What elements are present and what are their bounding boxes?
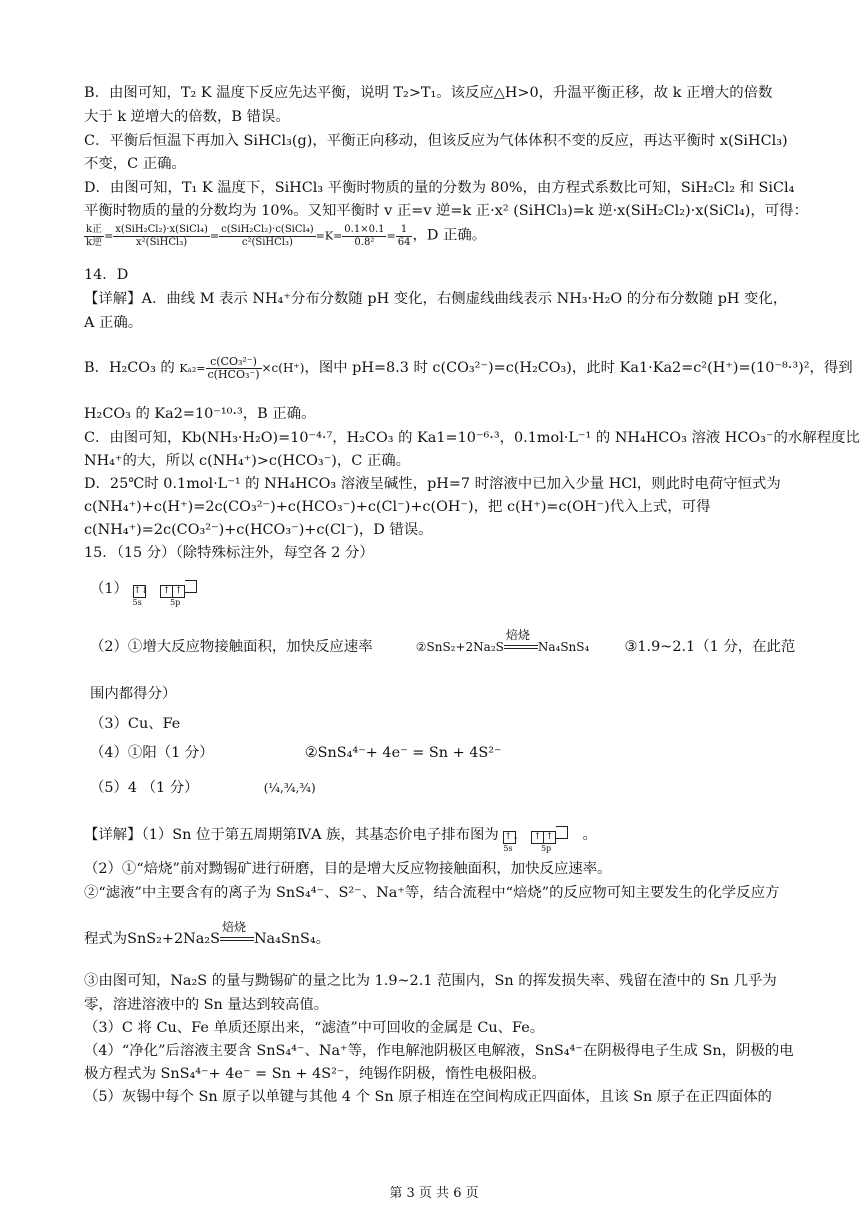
text-line: 平衡时物质的量的分数均为 10%。又知平衡时 v 正=v 逆=k 正·x² (SiHCl₃)=k 逆·x(SiH₂Cl₂)·x(SiCl₄)，可得： [84,203,808,219]
question-number: 15．（15 分）（除特殊标注外，每空各 2 分） [84,545,374,561]
text-line: c(NH₄⁺)+c(H⁺)=2c(CO₃²⁻)+c(HCO₃⁻)+c(Cl⁻)+c(OH⁻)，把 c(H⁺)=c(OH⁻)代入上式，可得 [84,499,711,515]
text-line: NH₄⁺的大，所以 c(NH₄⁺)>c(HCO₃⁻)，C 正确。 [84,453,411,469]
explanation-1: 【详解】（1）Sn 位于第五周期第ⅣA 族，其基态价电子排布图为 ↑↓ 5s ↑ ↑ 5p 。 [84,824,597,846]
text-line: c(NH₄⁺)=2c(CO₃²⁻)+c(HCO₃⁻)+c(Cl⁻)，D 错误。 [84,522,433,538]
orbital-diagram-inline: ↑↓ 5s [503,832,520,853]
roast-equals-sign: 焙烧 [220,937,254,941]
answer-5: （5）4 （1 分） (¼,¾,¾) [90,780,316,796]
text-line: ③由图可知，Na₂S 的量与黝锡矿的量之比为 1.9~2.1 范围内，Sn 的挥发损失率、残留在渣中的 Sn 几乎为 [84,973,777,989]
page-footer: 第 3 页 共 6 页 [389,1186,479,1201]
text-line: （5）灰锡中每个 Sn 原子以单键与其他 4 个 Sn 原子相连在空间构成正四面体，且该 Sn 原子在正四面体的 [84,1089,772,1105]
text-line: 不变，C 正确。 [84,156,186,172]
text-line: 【详解】A．曲线 M 表示 NH₄⁺分布分数随 pH 变化，右侧虚线曲线表示 NH₃·H₂O 的分布分数随 pH 变化， [84,291,788,307]
orbital-diagram-p: ↑ ↑ 5p [160,578,197,600]
orbital-diagram-inline-p: ↑ ↑ 5p [531,824,568,846]
orbital-diagram: ↑↓ 5s [132,586,149,607]
answer-1: （1） ↑↓ 5s ↑ ↑ 5p [90,578,197,600]
answer-3: （3）Cu、Fe [90,716,181,732]
text-line: A 正确。 [84,315,143,331]
text-line: C．由图可知，Kb(NH₃·H₂O)=10⁻⁴·⁷，H₂CO₃ 的 Ka1=10⁻⁶·³，0.1mol·L⁻¹ 的 NH₄HCO₃ 溶液 HCO₃⁻的水解程度比 [84,430,860,446]
text-line: 零，溶进溶液中的 Sn 量达到较高值。 [84,997,329,1013]
text-line: C．平衡后恒温下再加入 SiHCl₃(g)，平衡正向移动，但该反应为气体体积不变的反应，再达平衡时 x(SiHCl₃) [84,133,788,149]
text-line: （2）①“焙烧”前对黝锡矿进行研磨，目的是增大反应物接触面积，加快反应速率。 [84,861,612,877]
roast-equals-sign: 焙烧 [504,645,538,649]
text-line: D．由图可知，T₁ K 温度下，SiHCl₃ 平衡时物质的量的分数为 80%，由方程式系数比可知，SiH₂Cl₂ 和 SiCl₄ [84,180,795,196]
answer-2: （2）①增大反应物接触面积，加快反应速率 ②SnS₂+2Na₂S 焙烧 Na₄SnS₄ ③1.9~2.1（1 分，在此范 [90,628,796,655]
answer-4: （4）①阳（1 分） ②SnS₄⁴⁻+ 4e⁻ = Sn + 4S²⁻ [90,745,502,761]
text-line: ②“滤液”中主要含有的离子为 SnS₄⁴⁻、S²⁻、Na⁺等，结合流程中“焙烧”的反应物可知主要发生的化学反应方 [84,885,780,901]
rate-constant-formula: $\frac{\text{k正}}{\text{k逆}}$ = $\frac{\text{x(SiH₂Cl₂)·x(SiCl₄)}}{\text{x²(SiHCl₃)}}$ = $\frac{\text{c(SiH₂Cl₂)·c(SiCl₄)}}{\text{c²(SiHCl₃)}}$ =K= $\frac{0.1\times 0.1}{\text{0.8²}}$ = $\frac{1}{64}$ ，D 正确。 [86,224,487,248]
text-line: B．由图可知，T₂ K 温度下反应先达平衡，说明 T₂>T₁。该反应△H>0，升温平衡正移，故 k 正增大的倍数 [84,85,773,101]
text-line: （3）C 将 Cu、Fe 单质还原出来，“滤渣”中可回收的金属是 Cu、Fe。 [84,1020,545,1036]
equation-line: 程式为SnS₂+2Na₂S 焙烧 Na₄SnS₄。 [84,920,331,947]
text-line: D．25℃时 0.1mol·L⁻¹ 的 NH₄HCO₃ 溶液呈碱性，pH=7 时溶液中已加入少量 HCl，则此时电荷守恒式为 [84,476,781,492]
text-line: 极方程式为 SnS₄⁴⁻+ 4e⁻ = Sn + 4S²⁻，纯锡作阴极，惰性电极阳极。 [84,1066,546,1082]
text-line: （4）“净化”后溶液主要含 SnS₄⁴⁻、Na⁺等，作电解池阴极区电解液，SnS₄⁴⁻在阴极得电子生成 Sn，阴极的电 [84,1043,794,1059]
text-line: H₂CO₃ 的 Ka2=10⁻¹⁰·³，B 正确。 [84,406,316,422]
ka2-formula-line: B．H₂CO₃ 的 Kₐ₂= $\frac{\text{c(CO₃²⁻)}}{\text{c(HCO₃⁻)}}$ ×c(H⁺)，图中 pH=8.3 时 c(CO₃²⁻)=c(H₂CO₃)，此时 Ka1·Ka2=c²(H⁺)=(10⁻⁸·³)²，得到 [84,354,853,381]
text-line: 围内都得分） [90,686,177,702]
question-number: 14．D [84,267,129,283]
text-line: 大于 k 逆增大的倍数，B 错误。 [84,109,290,125]
